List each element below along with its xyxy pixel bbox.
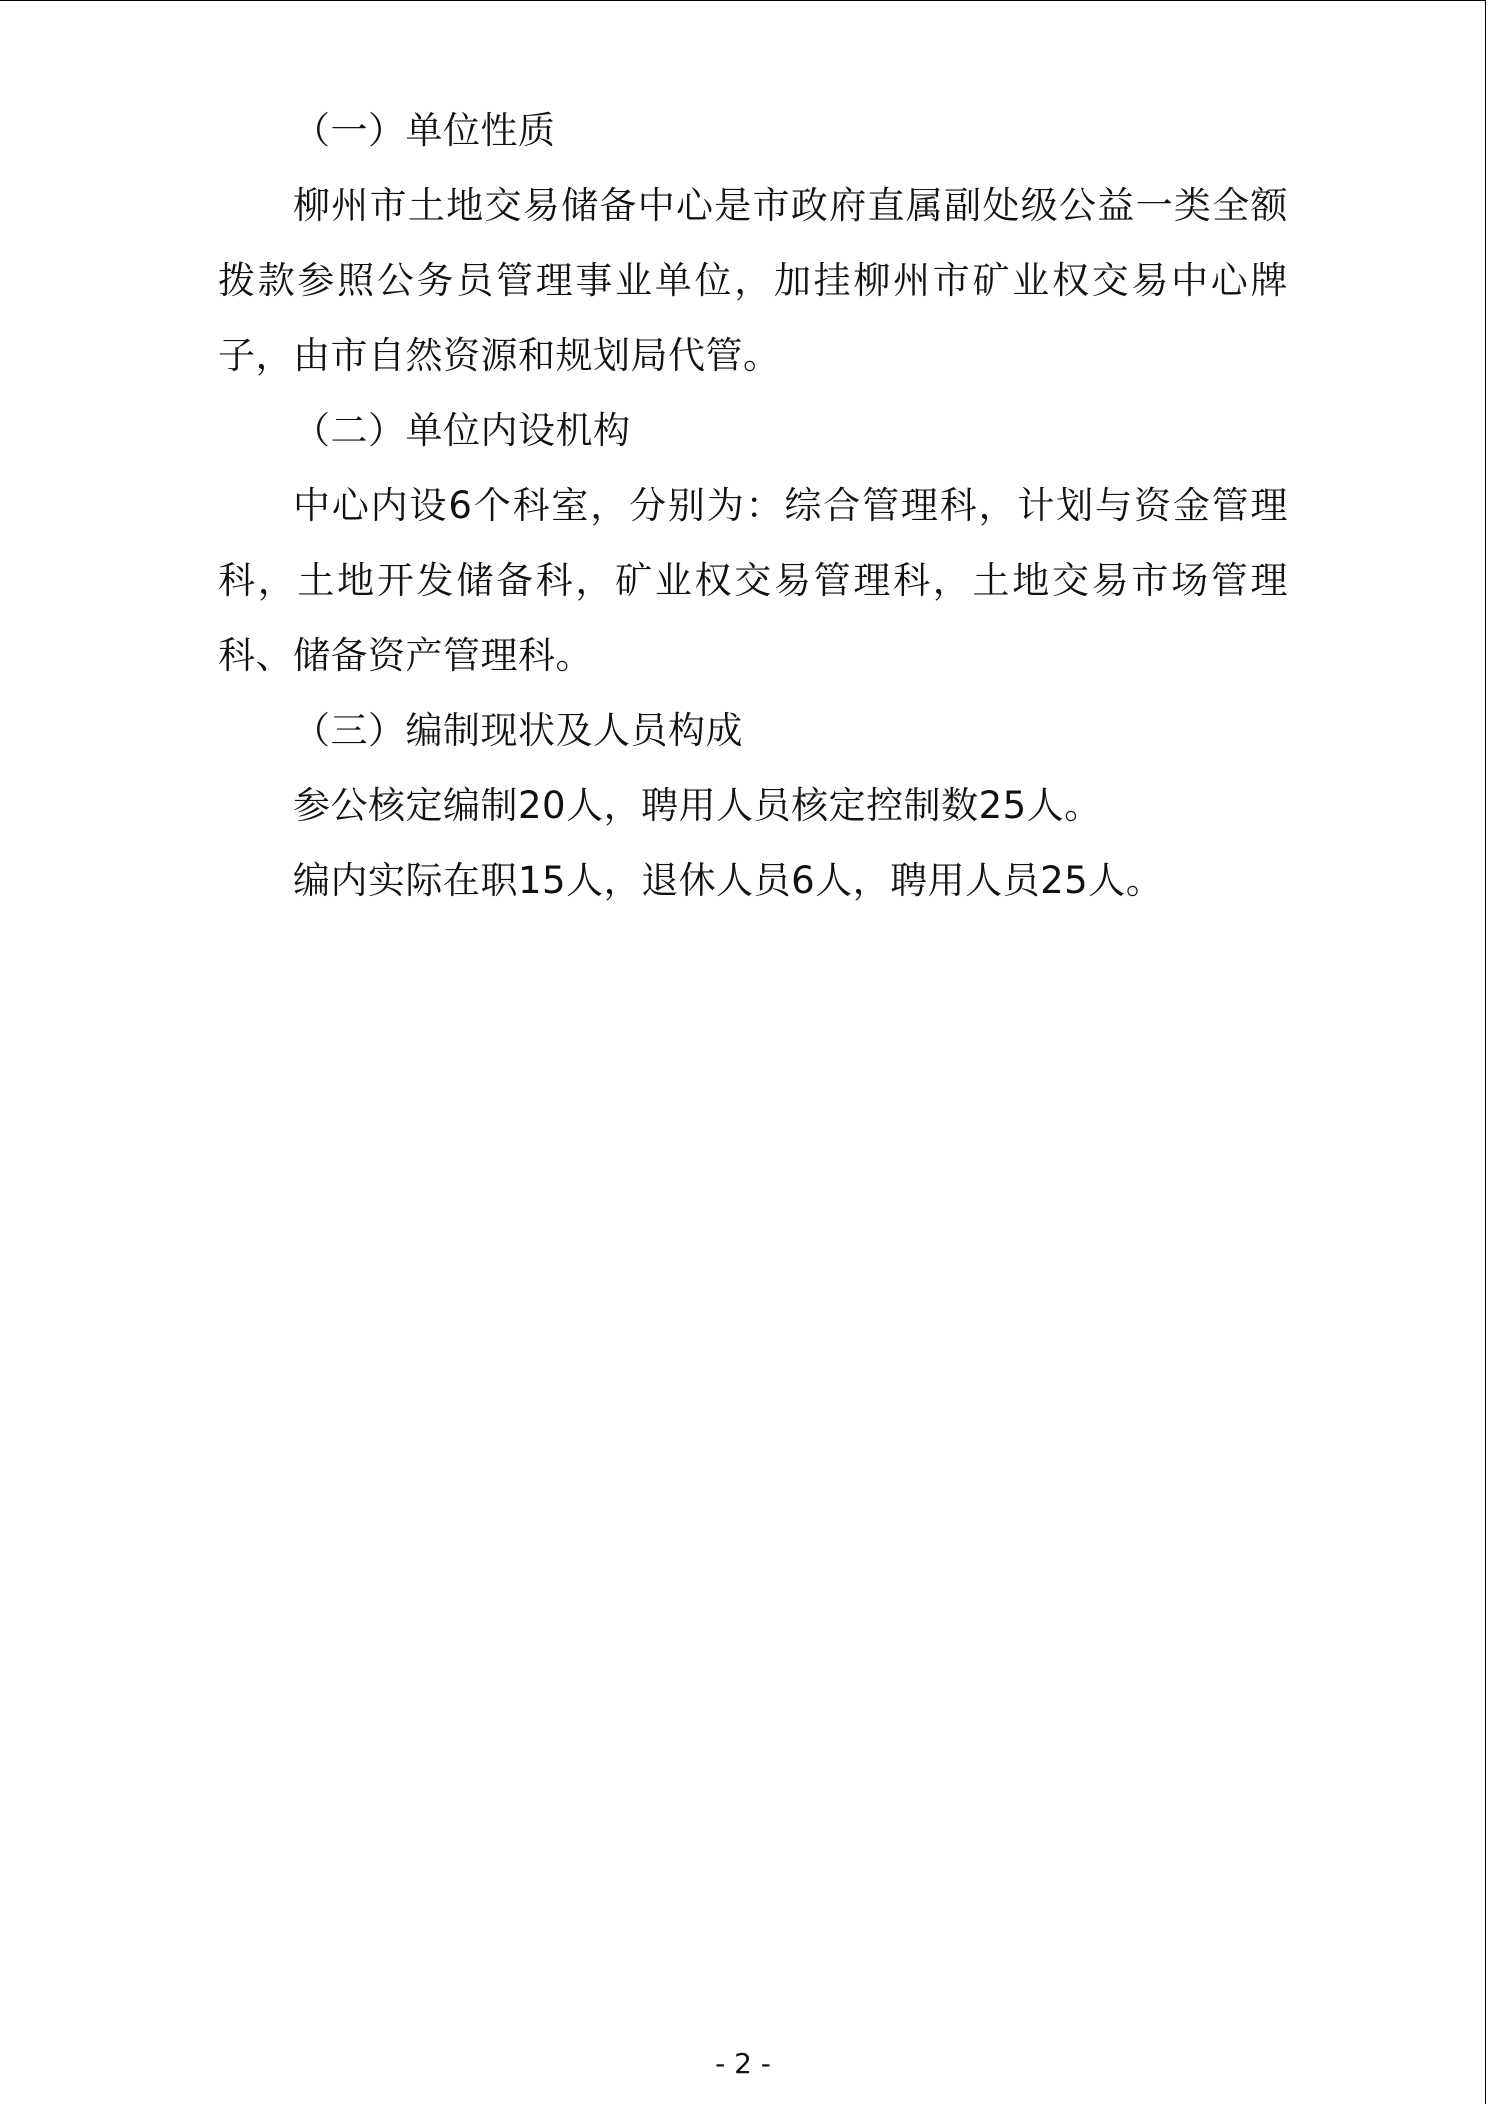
section-heading-internal-organization: （二）单位内设机构: [293, 409, 631, 452]
section-heading-staffing: （三）编制现状及人员构成: [293, 709, 743, 752]
paragraph-unit-nature: 柳州市土地交易储备中心是市政府直属副处级公益一类全额拨款参照公务员管理事业单位，加挂柳州市矿业权交易中心牌子，由市自然资源和规划局代管。: [218, 184, 1288, 377]
document-body: [218, 93, 1288, 918]
page-number: - 2 -: [715, 2047, 771, 2080]
paragraph-staffing-actual: 编内实际在职15人，退休人员6人，聘用人员25人。: [293, 859, 1164, 902]
section-heading-unit-nature: （一）单位性质: [293, 109, 556, 152]
paragraph-internal-organization: 中心内设6个科室，分别为：综合管理科，计划与资金管理科，土地开发储备科，矿业权交易管理科，土地交易市场管理科、储备资产管理科。: [218, 484, 1288, 677]
paragraph-staffing-quota: 参公核定编制20人，聘用人员核定控制数25人。: [293, 784, 1102, 827]
